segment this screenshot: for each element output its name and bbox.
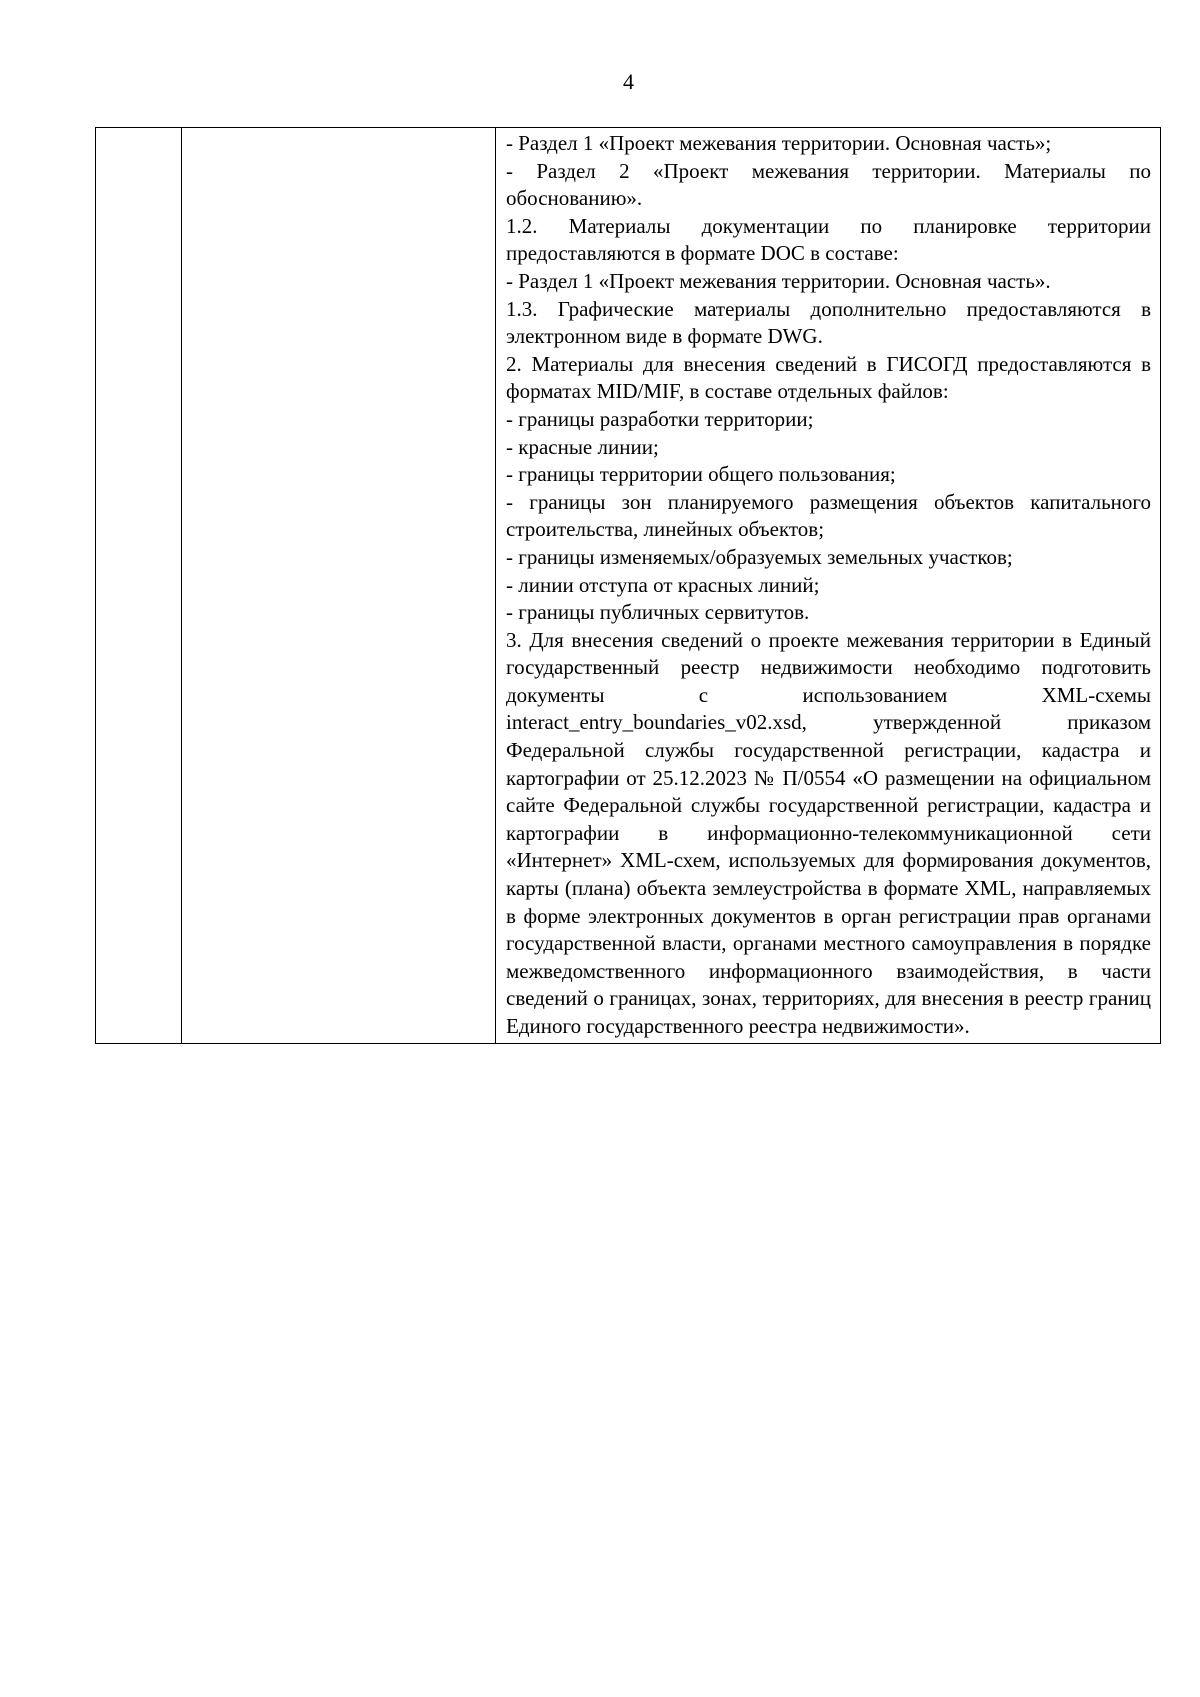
list-item: - границы зон планируемого размещения объектов капитального строительства, линейных объектов;	[506, 489, 1151, 542]
paragraph: 2. Материалы для внесения сведений в ГИСОГД предоставляются в форматах MID/MIF, в составе отдельных файлов:	[506, 351, 1151, 404]
paragraph: 1.2. Материалы документации по планировке территории предоставляются в формате DOC в составе:	[506, 213, 1151, 266]
paragraph: - Раздел 1 «Проект межевания территории. Основная часть»;	[506, 131, 1052, 155]
paragraph: 3. Для внесения сведений о проекте межевания территории в Единый государственный реестр недвижимости необходимо подготовить документы с использованием XML-схемы interact_entry_boundaries_v02.xsd, утвержденной приказом Федеральной службы государственной регистрации, кадастра и картографии от 25.12.2023 № П/0554 «О размещении на официальном сайте Федеральной службы государственной регистрации, кадастра и картографии в информационно-телекоммуникационной сети «Интернет» XML-схем, используемых для формирования документов, карты (плана) объекта землеустройства в формате XML, направляемых в форме электронных документов в орган регистрации прав органами государственной власти, органами местного самоуправления в порядке межведомственного информационного взаимодействия, в части сведений о границах, зонах, территориях, для внесения в реестр границ Единого государственного реестра недвижимости».	[506, 627, 1151, 1038]
table-cell-name	[182, 128, 496, 1044]
table-row	[96, 128, 1161, 1044]
list-item: - границы территории общего пользования;	[506, 462, 896, 487]
page-number: 4	[623, 69, 634, 94]
paragraph: - Раздел 2 «Проект межевания территории. Материалы по обоснованию».	[506, 158, 1151, 211]
table-cell-content	[496, 128, 1161, 1044]
paragraph: 1.3. Графические материалы дополнительно предоставляются в электронном виде в формате DWG.	[506, 296, 1151, 349]
requirements-table	[95, 127, 1161, 1044]
list-item: - границы разработки территории;	[506, 406, 814, 431]
list-item: - линии отступа от красных линий;	[506, 572, 820, 597]
list-item: - границы публичных сервитутов.	[506, 600, 810, 625]
list-item: - красные линии;	[506, 434, 659, 459]
paragraph: - Раздел 1 «Проект межевания территории. Основная часть».	[506, 268, 1051, 293]
table-cell-number	[96, 128, 182, 1044]
list-item: - границы изменяемых/образуемых земельных участков;	[506, 544, 1013, 569]
